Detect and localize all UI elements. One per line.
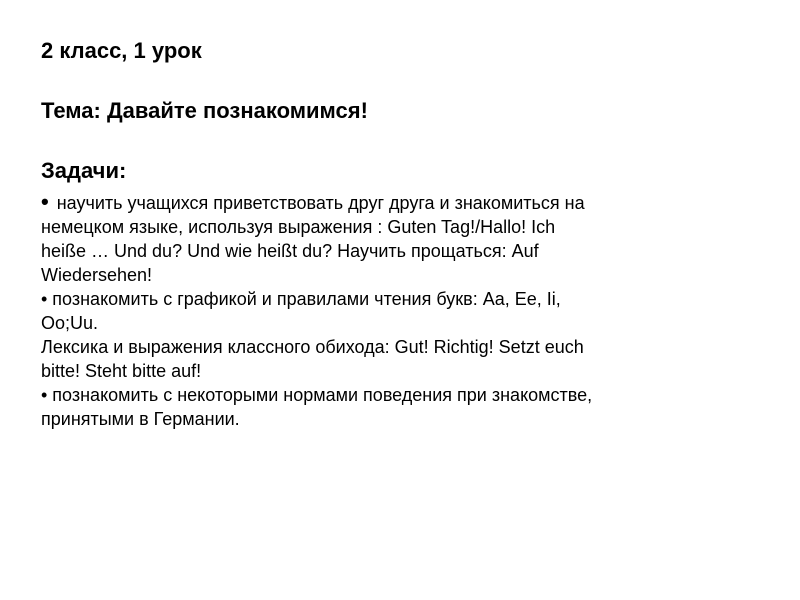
bullet-icon: • xyxy=(41,189,49,214)
tasks-list xyxy=(41,190,761,431)
tasks-heading: Задачи: xyxy=(41,158,127,183)
task-line: немецком языке, используя выражения : Guten Tag!/Hallo! Ich xyxy=(41,217,556,237)
task-line: • познакомить с некоторыми нормами поведения при знакомстве, xyxy=(41,385,593,405)
task-line-text: научить учащихся приветствовать друг друга и знакомиться на xyxy=(56,193,585,213)
task-line: bitte! Steht bitte auf! xyxy=(41,361,202,381)
task-line: • познакомить с графикой и правилами чтения букв: Aa, Ee, Ii, xyxy=(41,289,561,309)
lesson-heading: 2 класс, 1 урок xyxy=(41,38,202,63)
task-line: Oo;Uu. xyxy=(41,313,99,333)
task-line xyxy=(41,190,761,215)
slide-content xyxy=(41,38,761,431)
task-line: Wiedersehen! xyxy=(41,265,153,285)
task-line: heiße … Und du? Und wie heißt du? Научить прощаться: Auf xyxy=(41,241,539,261)
task-line: Лексика и выражения классного обихода: Gut! Richtig! Setzt euch xyxy=(41,337,584,357)
task-line: принятыми в Германии. xyxy=(41,409,240,429)
topic-heading: Тема: Давайте познакомимся! xyxy=(41,98,368,123)
